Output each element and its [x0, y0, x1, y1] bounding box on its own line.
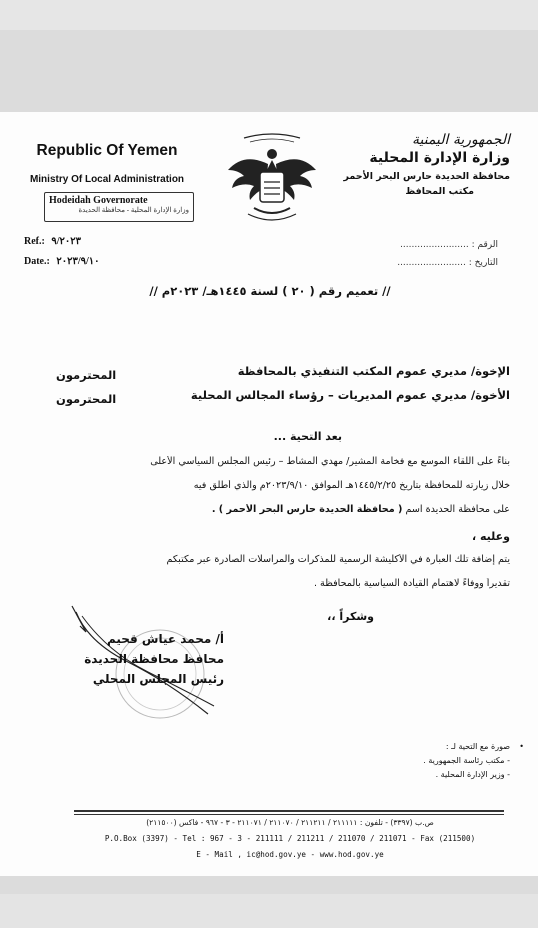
ministry-title-en: Ministry Of Local Administration: [29, 174, 185, 185]
ref-value: ٩/٢٠٢٣: [51, 236, 81, 247]
republic-title-ar: الجمهورية اليمنية: [411, 132, 510, 148]
greeting: بعد التحية ...: [273, 430, 342, 443]
honorific-1: المحترمون: [56, 368, 117, 382]
number-label-text: الرقم :: [471, 240, 498, 250]
addressee-1: الإخوة/ مديري عموم المكتب التنفيذي بالمحافظة: [237, 364, 510, 378]
date-label-ar: التاريخ : ........................: [397, 258, 498, 268]
governorate-stamp-box: [44, 192, 194, 222]
navigation-bar: [0, 894, 538, 928]
cc-item-2-text: وزير الإدارة المحلية .: [435, 770, 505, 779]
footer-line-web: E - Mail , ic@hod.gov.ye - www.hod.gov.ye: [196, 850, 384, 859]
footer-rule-thin: [74, 814, 504, 815]
ref-label: Ref.:: [24, 236, 45, 247]
date-row: [24, 256, 99, 267]
cc-item-1-text: مكتب رئاسة الجمهورية .: [423, 756, 505, 765]
body-line-3-prefix: على محافظة الحديدة اسم: [405, 504, 510, 515]
governorate-title-en: Hodeidah Governorate: [49, 195, 148, 206]
honorific-2: المحترمون: [56, 392, 117, 406]
status-bar: [0, 0, 538, 30]
therefore: وعليه ،: [471, 530, 510, 543]
ministry-title-ar: وزارة الإدارة المحلية: [369, 150, 510, 166]
arabic-header: [330, 132, 510, 197]
cc-item-1: - مكتب رئاسة الجمهورية .: [423, 756, 510, 765]
date-value: ٢٠٢٣/٩/١٠: [56, 256, 100, 267]
signatory-title: محافظ محافظة الحديدة: [84, 652, 224, 666]
circular-title: // تعميم رقم ( ٢٠ ) لسنة ١٤٤٥هـ/ ٢٠٢٣م //: [149, 284, 391, 298]
bullet-icon: •: [519, 742, 524, 751]
body-line-2: خلال زيارته للمحافظة بتاريخ ١٤٤٥/٢/٢٥هـ الموافق ٢٠٢٣/٩/١٠م والذي أطلق فيه: [193, 480, 510, 491]
governorate-stamp-text: وزارة الإدارة المحلية - محافظة الحديدة: [78, 206, 189, 214]
signatory-role: رئيس المجلس المحلي: [92, 672, 224, 686]
document-page: [0, 112, 538, 876]
footer-line-en: P.O.Box (3397) - Tel : 967 - 3 - 211111 / 211211 / 211070 / 211071 - Fax (211500): [104, 834, 476, 843]
signature-block: [44, 632, 224, 692]
footer-rule: [74, 810, 504, 812]
cc-item-2: - وزير الإدارة المحلية .: [435, 770, 510, 779]
number-label-ar: الرقم : ........................: [400, 240, 498, 250]
body-line-4: يتم إضافة تلك العبارة في الأكليشة الرسمية للمذكرات والمراسلات الصادرة عبر مكتبكم: [166, 554, 510, 565]
signatory-name: أ/ محمد عياش قحيم: [106, 632, 224, 646]
cc-heading: صورة مع التحية لـ :: [445, 742, 510, 751]
body-line-5: تقديراً ووفاءً لاهتمام القيادة السياسية بالمحافظة .: [313, 578, 510, 589]
addressee-2: الأخوة/ مديري عموم المديريات – رؤساء المجالس المحلية: [190, 388, 510, 402]
viewer-top-bar: [0, 0, 538, 112]
republic-title-en: Republic Of Yemen: [36, 142, 178, 159]
governorate-title-ar: محافظة الحديدة حارس البحر الأحمر: [343, 171, 510, 182]
ref-row: [24, 236, 81, 247]
office-title-ar: مكتب المحافظ: [405, 186, 474, 197]
thanks: وشكراً ،،: [327, 610, 374, 623]
date-label: Date.:: [24, 256, 50, 267]
date-label-text: التاريخ :: [468, 258, 498, 268]
english-header: [22, 142, 192, 185]
yemen-emblem-icon: [224, 130, 320, 228]
footer-line-ar: ص.ب (٣٣٩٧) - تلفون : ٢١١١١١ / ٢١١٢١١ / ٢١١٠٧٠ / ٢١١٠٧١ - ٣ - ٩٦٧ - فاكس (٢١١٥٠٠): [146, 818, 434, 827]
viewer-bottom-bar: [0, 876, 538, 928]
cc-block: [400, 740, 524, 782]
body-line-3: [212, 504, 510, 515]
body-line-1: بناءً على اللقاء الموسع مع فخامة المشير/ مهدي المشاط – رئيس المجلس السياسي الأعلى: [150, 456, 510, 467]
body-line-3-bold: ( محافظة الحديدة حارس البحر الأحمر ) .: [211, 504, 403, 515]
